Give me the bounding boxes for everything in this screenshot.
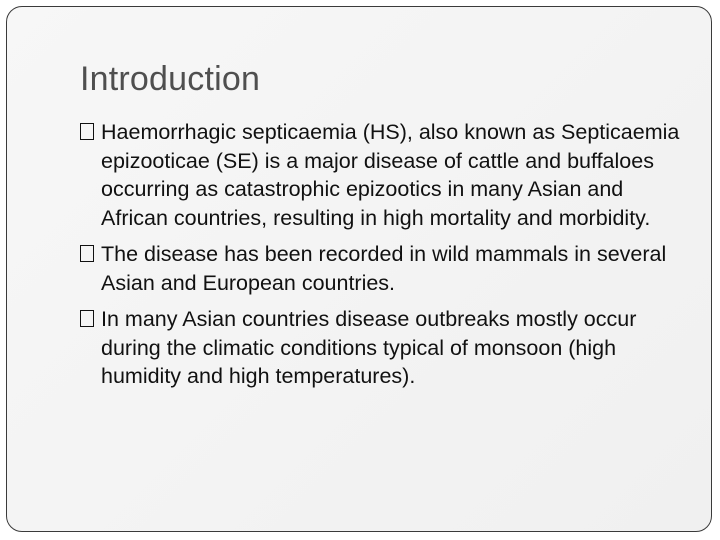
missing-glyph-box-icon — [80, 245, 94, 262]
bullet-item — [80, 305, 690, 391]
bullet-item — [80, 118, 690, 232]
bullet-text: The disease has been recorded in wild mammals in several Asian and European countries. — [101, 242, 667, 295]
missing-glyph-box-icon — [80, 123, 94, 140]
slide-title: Introduction — [80, 60, 261, 98]
missing-glyph-box-icon — [80, 310, 94, 327]
bullet-list — [80, 118, 690, 399]
bullet-text: In many Asian countries disease outbreaks mostly occur during the climatic conditions typical of monsoon (high humidity and high temperatures). — [101, 307, 637, 388]
bullet-item — [80, 240, 690, 297]
bullet-text: Haemorrhagic septicaemia (HS), also known as Septicaemia epizooticae (SE) is a major disease of cattle and buffaloes occurring as catastrophic epizootics in many Asian and African countries, resulting in high mortality and morbidity. — [101, 120, 680, 230]
